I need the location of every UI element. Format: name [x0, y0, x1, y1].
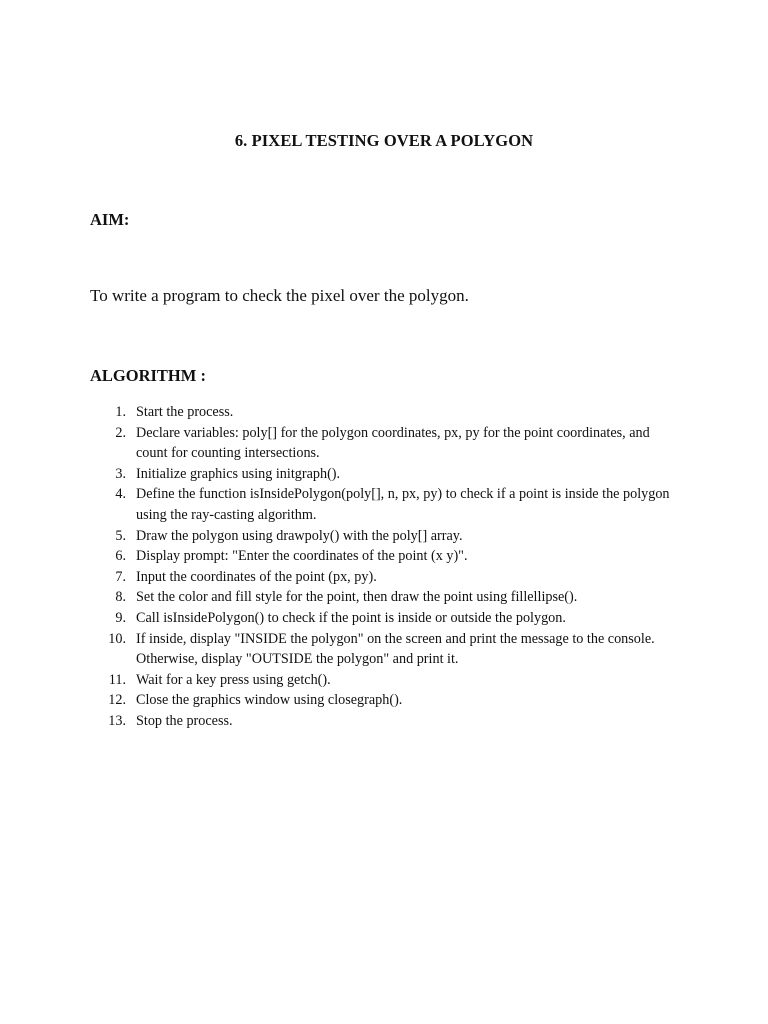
step-number: 7.	[115, 568, 126, 585]
step-text: If inside, display "INSIDE the polygon" on the screen and print the message to the console. Otherwise, display "OUTSIDE the polygon" and print it.	[136, 630, 655, 668]
step-text: Declare variables: poly[] for the polygon coordinates, px, py for the point coordinates, and count for counting intersections.	[136, 424, 650, 462]
list-item	[115, 587, 676, 608]
step-text: Wait for a key press using getch().	[136, 671, 331, 688]
step-text: Call isInsidePolygon() to check if the point is inside or outside the polygon.	[136, 609, 566, 626]
list-item	[115, 423, 676, 464]
step-text: Stop the process.	[136, 712, 233, 729]
list-item	[115, 567, 676, 588]
step-number: 4.	[115, 486, 126, 503]
step-text: Input the coordinates of the point (px, py).	[136, 568, 377, 585]
aim-heading: AIM:	[90, 210, 130, 229]
step-number: 12.	[108, 692, 126, 709]
step-number: 8.	[115, 589, 126, 606]
list-item	[115, 608, 676, 629]
list-item	[108, 711, 676, 732]
step-text: Close the graphics window using closegraph().	[136, 692, 403, 709]
step-text: Start the process.	[136, 404, 234, 420]
step-number: 3.	[115, 465, 126, 482]
list-item	[115, 464, 676, 485]
step-number: 9.	[115, 609, 126, 626]
step-text: Define the function isInsidePolygon(poly[], n, px, py) to check if a point is inside the polygon using the ray-casting algorithm.	[136, 486, 670, 523]
step-number: 5.	[115, 527, 126, 544]
aim-text: To write a program to check the pixel over the polygon.	[90, 286, 469, 305]
list-item	[115, 546, 676, 567]
step-number: 13.	[108, 712, 126, 729]
list-item	[108, 629, 676, 670]
step-text: Set the color and fill style for the point, then draw the point using fillellipse().	[136, 589, 578, 606]
document-title: 6. PIXEL TESTING OVER A POLYGON	[234, 131, 534, 150]
algorithm-steps-list	[108, 402, 676, 732]
list-item	[108, 690, 676, 711]
step-text: Initialize graphics using initgraph().	[136, 465, 341, 482]
step-number: 10.	[108, 630, 126, 647]
step-text: Draw the polygon using drawpoly() with the poly[] array.	[136, 527, 463, 544]
step-number: 6.	[115, 548, 126, 565]
step-number: 11.	[108, 671, 126, 688]
step-text: Display prompt: "Enter the coordinates of the point (x y)".	[136, 548, 468, 565]
list-item	[108, 670, 676, 691]
step-number: 1.	[115, 404, 126, 420]
list-item	[115, 484, 676, 525]
list-item	[115, 402, 676, 423]
algorithm-heading: ALGORITHM :	[90, 366, 206, 385]
step-number: 2.	[115, 424, 126, 441]
list-item	[115, 526, 676, 547]
